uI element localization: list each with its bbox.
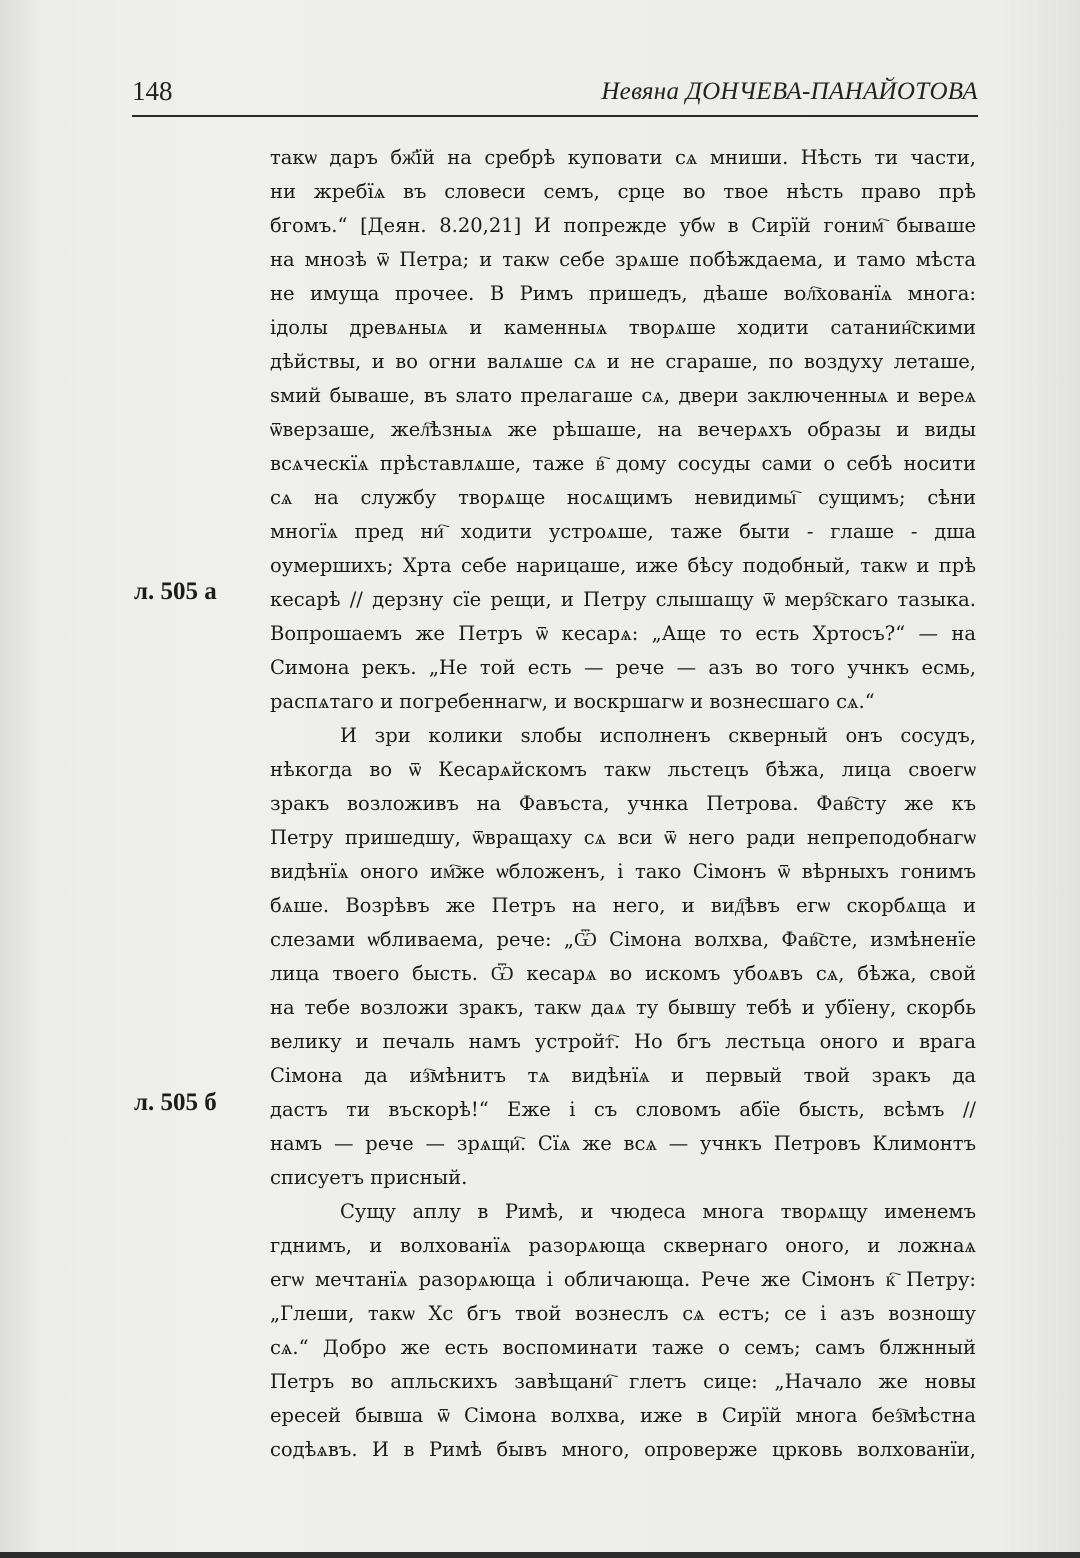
text-line: сѧ.“ Добро же есть воспоминати таже о семъ; самъ блжнный — [270, 1336, 976, 1359]
paragraph-start-line: Сущу аплу в Римѣ, и чюдеса многа творѧщу именемъ — [340, 1200, 976, 1223]
text-line: многїѧ пред ни҇ ходити устроѧше, таже быти - глаше - дша — [270, 520, 976, 543]
header-rule — [132, 115, 978, 117]
page-header — [132, 76, 978, 116]
text-line: не имуща прочее. В Римъ пришедъ, дѣаше вол҇хованїѧ многа: — [270, 282, 976, 305]
paragraph-start-line: И зри колики ѕлобы исполненъ скверный онъ сосудъ, — [340, 724, 976, 747]
running-head: Невяна ДОНЧЕВА-ПАНАЙОТОВА — [601, 78, 978, 105]
text-line: Симона рекъ. „Не той есть — рече — азъ во того учнкъ есмь, — [270, 656, 976, 679]
text-line: всѧческїѧ прѣставлѧше, таже в҇ дому сосуды сами о себѣ носити — [270, 452, 976, 475]
text-line: такѡ даръ бж҃їй на сребрѣ куповати сѧ мниши. Нѣсть ти части, — [270, 146, 976, 169]
scan-bottom-edge — [0, 1552, 1080, 1558]
text-line: бѧше. Возрѣвъ же Петръ на него, и вид҇ѣвъ егѡ скорбѧща и — [270, 894, 976, 917]
text-line: Вопрошаемъ же Петръ ѿ кесарѧ: „Аще то есть Хртосъ?“ — на — [270, 622, 976, 645]
text-line: ѕмий бываше, въ ѕлато прелагаше сѧ, двери заключенныѧ и вереѧ — [270, 384, 976, 407]
text-line: ѿверзаше, жел҇ѣзныѧ же рѣшаше, на вечерѧхъ образы и виды — [270, 418, 976, 441]
text-line: на тебе возложи зракъ, такѡ даѧ ту бывшу тебѣ и убїену, скорбь — [270, 996, 976, 1019]
text-line: сѧ на службу творѧще носѧщимъ невидимы҇ сущимъ; сѣни — [270, 486, 976, 509]
text-line: слезами ѡбливаема, рече: „Ѿ Сімона волхва, Фав҇сте, измѣненїе — [270, 928, 976, 951]
text-line: Петру пришедшу, ѿвращаху сѧ вси ѿ него ради непреподобнагѡ — [270, 826, 976, 849]
margin-note-folio-505b: л. 505 б — [134, 1089, 217, 1116]
text-line: распѧтаго и погребеннагѡ, и воскршагѡ и вознесшаго сѧ.“ — [270, 690, 875, 713]
text-line: бгомъ.“ [Деян. 8.20,21] И попрежде убѡ в Сирїй гоним҇ бываше — [270, 214, 976, 237]
text-line: на мнозѣ ѿ Петра; и такѡ себе зрѧше побѣждаема, и тамо мѣста — [270, 248, 976, 271]
text-line: списуетъ присный. — [270, 1166, 468, 1189]
text-line: ідолы древѧныѧ и каменныѧ творѧше ходити сатанин҇скими — [270, 316, 976, 339]
text-line: Петръ во апльскихъ завѣщани҇ глетъ сице: „Начало же новы — [270, 1370, 976, 1393]
text-line: зракъ возложивъ на Фавъста, учнка Петрова. Фав҇сту же къ — [270, 792, 976, 815]
text-line: видѣнїѧ оного им҇же ѡбложенъ, і тако Сімонъ ѿ вѣрныхъ гонимъ — [270, 860, 976, 883]
text-line: гднимъ, и волхованїѧ разорѧюща сквернаго оного, и ложнаѧ — [270, 1234, 976, 1257]
text-line: ни жребїѧ въ словеси семъ, срце во твое нѣсть право прѣ — [270, 180, 976, 203]
text-line: намъ — рече — зрѧщи҇. Сїѧ же всѧ — учнкъ Петровъ Климонтъ — [270, 1132, 976, 1155]
text-line: Сімона да из҇мѣнитъ тѧ видѣнїѧ и первый твой зракъ да — [270, 1064, 976, 1087]
text-line: „Глеши, такѡ Хс бгъ твой вознеслъ сѧ естъ; се і азъ возношу — [270, 1302, 976, 1325]
margin-note-folio-505a: л. 505 а — [134, 578, 217, 605]
text-line: дастъ ти въскорѣ!“ Еже і съ словомъ абїе бысть, всѣмъ // — [270, 1098, 976, 1121]
text-line: содѣѧвъ. И в Римѣ бывъ много, опровержe црковь волхованїи, — [270, 1438, 976, 1461]
text-line: ересей бывша ѿ Сімона волхва, иже в Сирїй многа без҇мѣстна — [270, 1404, 976, 1427]
page-number: 148 — [132, 76, 173, 106]
text-line: кесарѣ // дерзну сїе рещи, и Петру слышащу ѿ мерз҇скаго тазыка. — [270, 588, 976, 611]
text-line: оумершихъ; Хрта себе нарицаше, иже бѣсу подобный, такѡ и прѣ — [270, 554, 976, 577]
text-line: велику и печаль намъ устройт҇. Но бгъ лестьца оного и врага — [270, 1030, 976, 1053]
text-line: егѡ мечтанїѧ разорѧюща і обличающа. Рече же Сімонъ к҇ Петру: — [270, 1268, 976, 1291]
text-line: нѣкогда во ѿ Кесарѧйскомъ такѡ льстецъ бѣжа, лица своегѡ — [270, 758, 976, 781]
text-line: лица твоего бысть. Ѿ кесарѧ во искомъ убоѧвъ сѧ, бѣжа, свой — [270, 962, 976, 985]
text-line: дѣйствы, и во огни валѧше сѧ и не сгараше, по воздуху леташе, — [270, 350, 976, 373]
